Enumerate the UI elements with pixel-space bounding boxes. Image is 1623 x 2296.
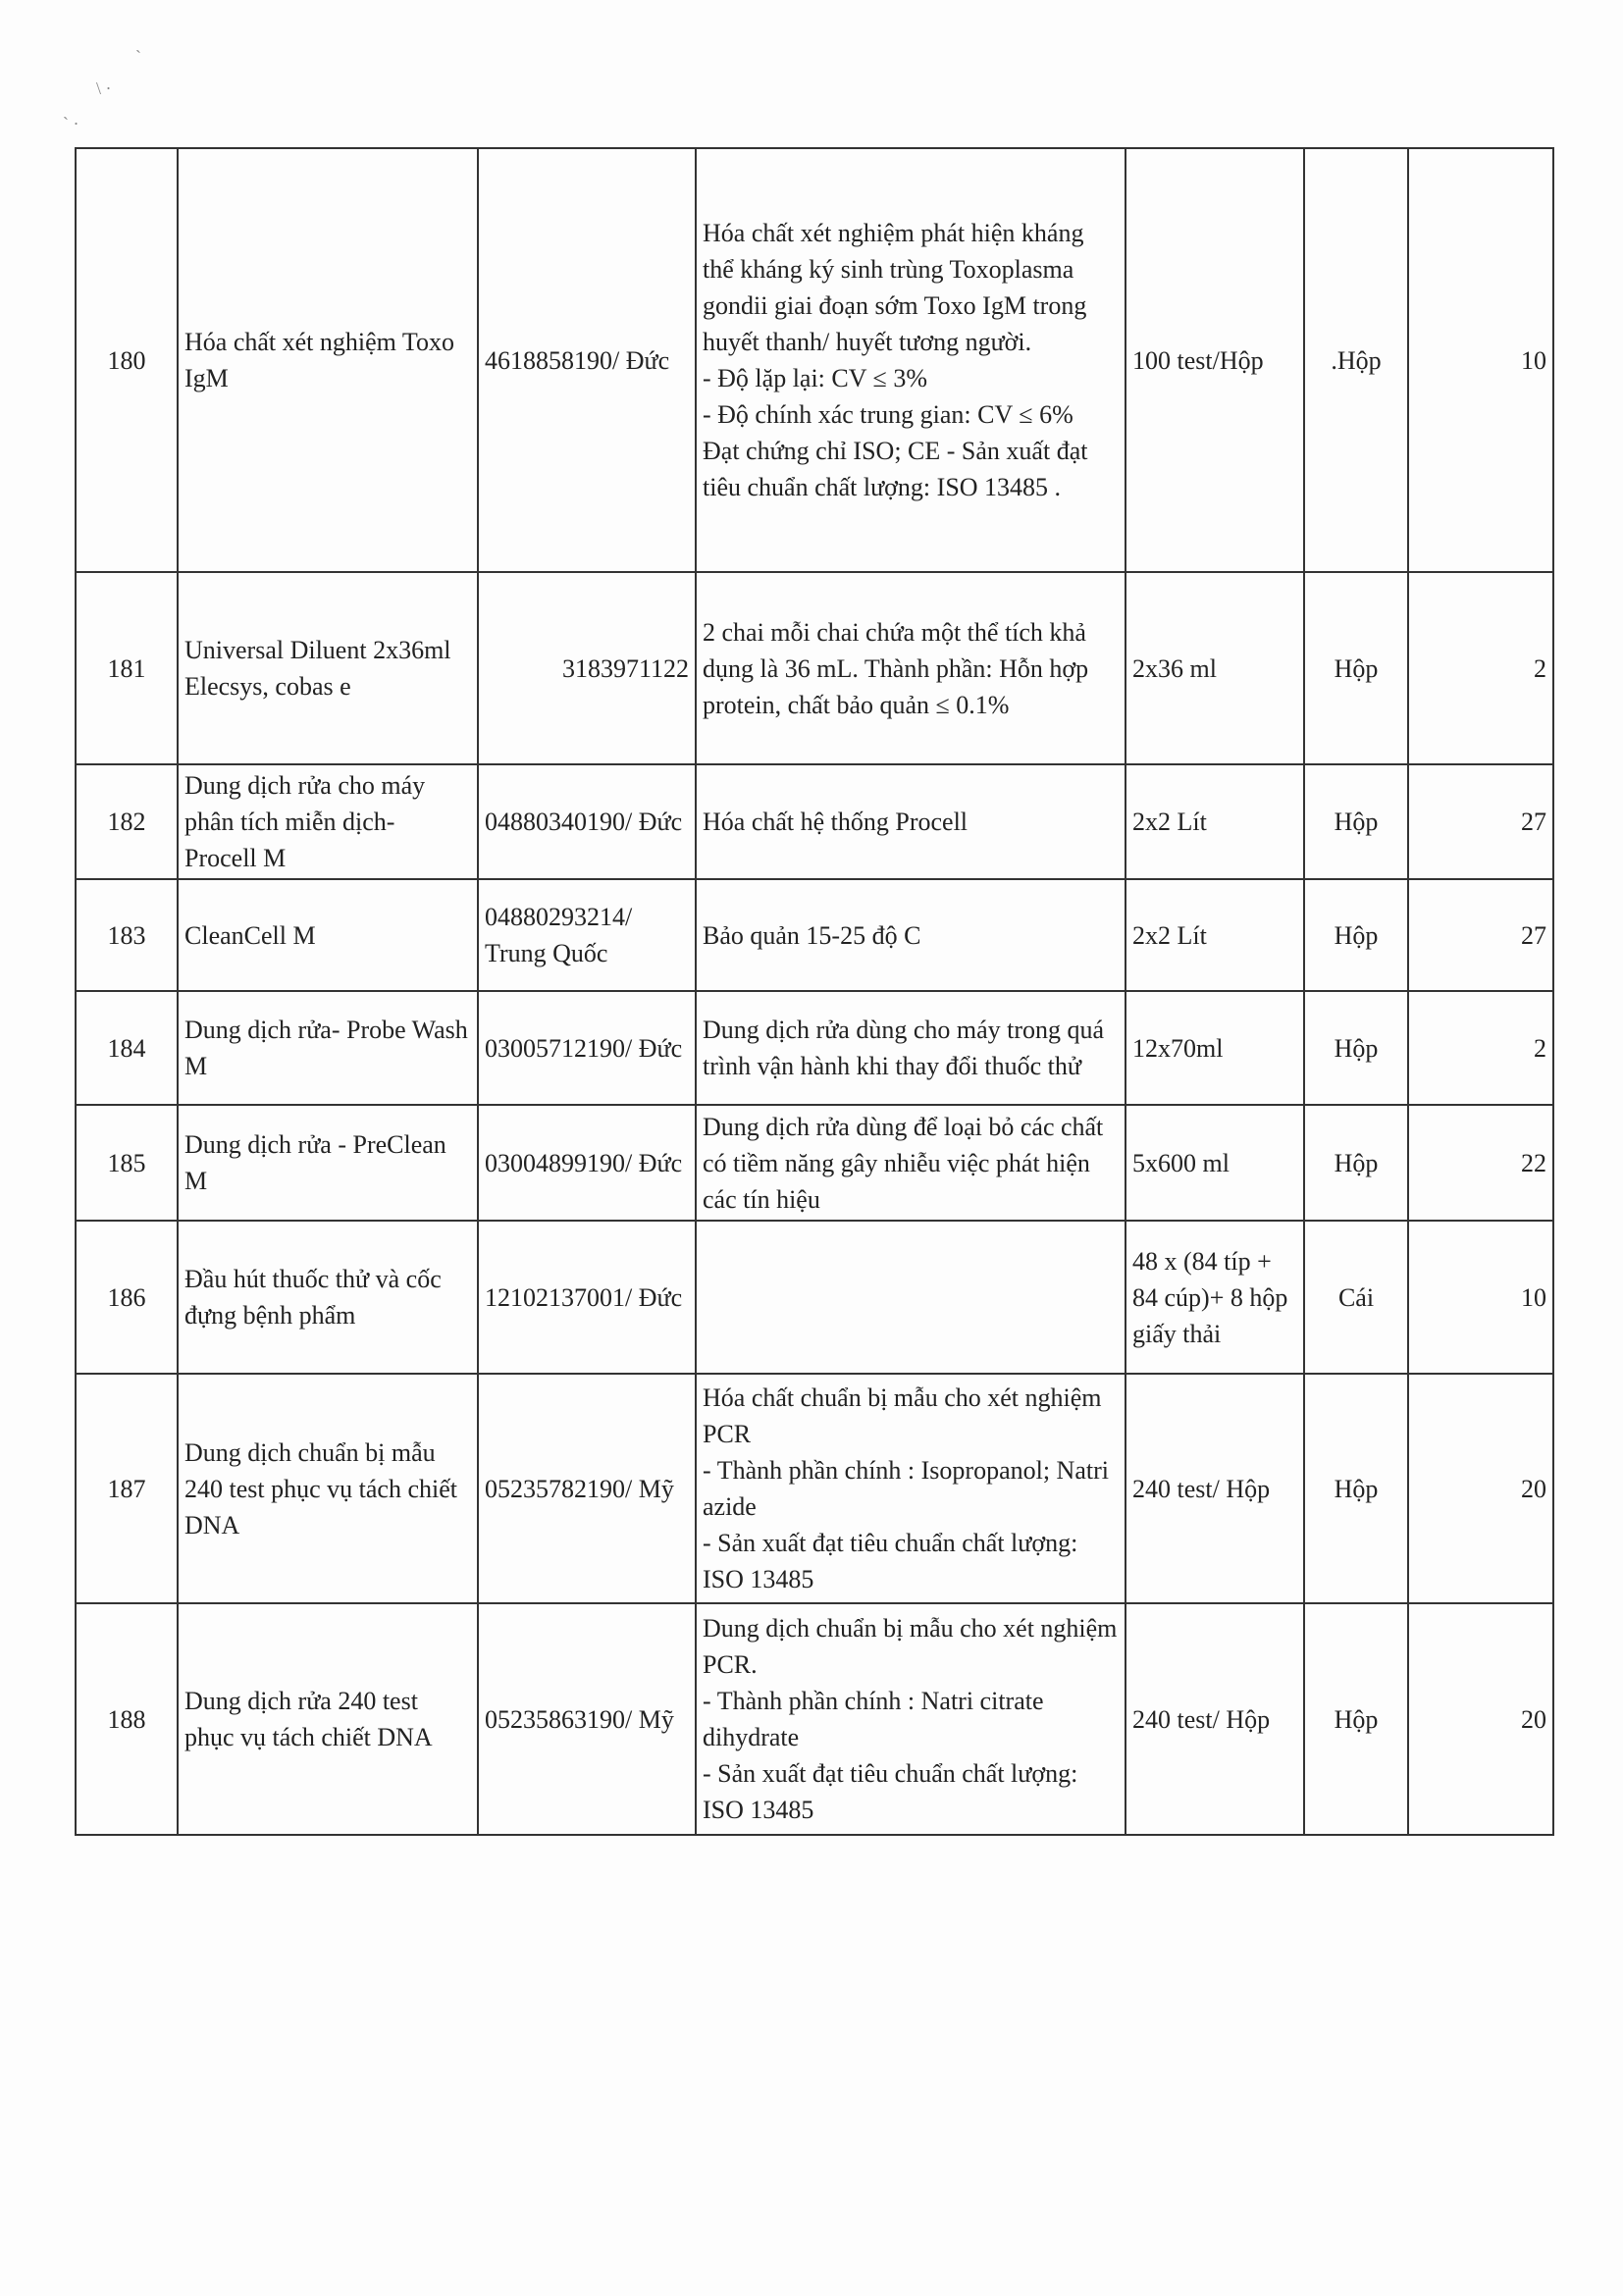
row-stt: 184 [76,991,178,1105]
table-row [76,572,1553,764]
desc-line: - Sản xuất đạt tiêu chuẩn chất lượng: ISO 13485 [703,1529,1078,1593]
row-description [696,1105,1126,1221]
row-packaging: 240 test/ Hộp [1126,1374,1304,1603]
row-code-origin: 3183971122 [478,572,696,764]
row-name: CleanCell M [178,879,478,991]
row-unit: Hộp [1304,764,1408,879]
row-description [696,1221,1126,1374]
row-code-origin: 03004899190/ Đức [478,1105,696,1221]
items-table-body [76,148,1553,1835]
row-name: Universal Diluent 2x36ml Elecsys, cobas e [178,572,478,764]
row-unit: Hộp [1304,1105,1408,1221]
row-quantity: 10 [1408,148,1553,572]
row-packaging: 100 test/Hộp [1126,148,1304,572]
row-description [696,879,1126,991]
table-row [76,148,1553,572]
table-row [76,1603,1553,1835]
row-unit: Hộp [1304,1374,1408,1603]
table-row [76,764,1553,879]
row-code-origin: 05235782190/ Mỹ [478,1374,696,1603]
row-name: Hóa chất xét nghiệm Toxo IgM [178,148,478,572]
row-name: Dung dịch rửa- Probe Wash M [178,991,478,1105]
row-quantity: 10 [1408,1221,1553,1374]
row-packaging: 240 test/ Hộp [1126,1603,1304,1835]
row-quantity: 22 [1408,1105,1553,1221]
row-description [696,1603,1126,1835]
row-code-origin: 04880340190/ Đức [478,764,696,879]
row-unit: Hộp [1304,879,1408,991]
row-quantity: 20 [1408,1603,1553,1835]
desc-line: Bảo quản 15-25 độ C [703,920,921,950]
row-quantity: 27 [1408,879,1553,991]
row-packaging: 2x36 ml [1126,572,1304,764]
desc-line: Hóa chất xét nghiệm phát hiện kháng thể kháng ký sinh trùng Toxoplasma gondii giai đoạn sớm Toxo IgM trong huyết thanh/ huyết tương người. [703,219,1087,356]
scan-mark: ` [135,47,141,67]
row-code-origin: 4618858190/ Đức [478,148,696,572]
desc-line: - Sản xuất đạt tiêu chuẩn chất lượng: ISO 13485 [703,1759,1078,1824]
row-unit: .Hộp [1304,148,1408,572]
row-code-origin: 04880293214/ Trung Quốc [478,879,696,991]
desc-line: - Độ lặp lại: CV ≤ 3% [703,364,927,392]
row-description [696,572,1126,764]
desc-line: 2 chai mỗi chai chứa một thể tích khả dụng là 36 mL. Thành phần: Hỗn hợp protein, chất bảo quản ≤ 0.1% [703,617,1089,719]
desc-line: - Độ chính xác trung gian: CV ≤ 6% [703,400,1073,429]
row-name: Đầu hút thuốc thử và cốc đựng bệnh phẩm [178,1221,478,1374]
desc-line: - Thành phần chính : Natri citrate dihydrate [703,1687,1044,1751]
row-stt: 188 [76,1603,178,1835]
row-quantity: 2 [1408,991,1553,1105]
desc-line: Dung dịch chuẩn bị mẫu cho xét nghiệm PCR. [703,1614,1118,1679]
row-stt: 183 [76,879,178,991]
table-row [76,879,1553,991]
row-unit: Hộp [1304,572,1408,764]
row-description [696,991,1126,1105]
row-unit: Hộp [1304,1603,1408,1835]
row-stt: 186 [76,1221,178,1374]
row-stt: 185 [76,1105,178,1221]
desc-line: - Thành phần chính : Isopropanol; Natri azide [703,1456,1109,1521]
row-stt: 181 [76,572,178,764]
desc-line: Dung dịch rửa dùng cho máy trong quá trình vận hành khi thay đổi thuốc thử [703,1016,1105,1080]
items-table [75,147,1554,1836]
table-row [76,1221,1553,1374]
row-unit: Cái [1304,1221,1408,1374]
table-row [76,991,1553,1105]
desc-line: Hóa chất chuẩn bị mẫu cho xét nghiệm PCR [703,1383,1102,1448]
row-code-origin: 12102137001/ Đức [478,1221,696,1374]
row-code-origin: 03005712190/ Đức [478,991,696,1105]
row-name: Dung dịch rửa cho máy phân tích miễn dịch- Procell M [178,764,478,879]
row-description [696,764,1126,879]
row-name: Dung dịch rửa 240 test phục vụ tách chiết DNA [178,1603,478,1835]
table-row [76,1105,1553,1221]
row-packaging: 2x2 Lít [1126,764,1304,879]
row-unit: Hộp [1304,991,1408,1105]
row-quantity: 20 [1408,1374,1553,1603]
row-description [696,1374,1126,1603]
row-stt: 180 [76,148,178,572]
desc-line: Đạt chứng chỉ ISO; CE - Sản xuất đạt tiêu chuẩn chất lượng: ISO 13485 . [703,437,1088,501]
row-packaging: 48 x (84 típ + 84 cúp)+ 8 hộp giấy thải [1126,1221,1304,1374]
desc-line: Hóa chất hệ thống Procell [703,808,969,836]
row-stt: 182 [76,764,178,879]
row-packaging: 5x600 ml [1126,1105,1304,1221]
row-code-origin: 05235863190/ Mỹ [478,1603,696,1835]
row-quantity: 2 [1408,572,1553,764]
table-row [76,1374,1553,1603]
scan-mark: ` · [63,114,79,133]
row-stt: 187 [76,1374,178,1603]
desc-line: Dung dịch rửa dùng để loại bỏ các chất có tiềm năng gây nhiễu việc phát hiện các tín hiệu [703,1112,1104,1214]
scan-mark: \ · [96,78,112,98]
row-packaging: 2x2 Lít [1126,879,1304,991]
row-quantity: 27 [1408,764,1553,879]
row-description [696,148,1126,572]
row-packaging: 12x70ml [1126,991,1304,1105]
row-name: Dung dịch chuẩn bị mẫu 240 test phục vụ tách chiết DNA [178,1374,478,1603]
row-name: Dung dịch rửa - PreClean M [178,1105,478,1221]
